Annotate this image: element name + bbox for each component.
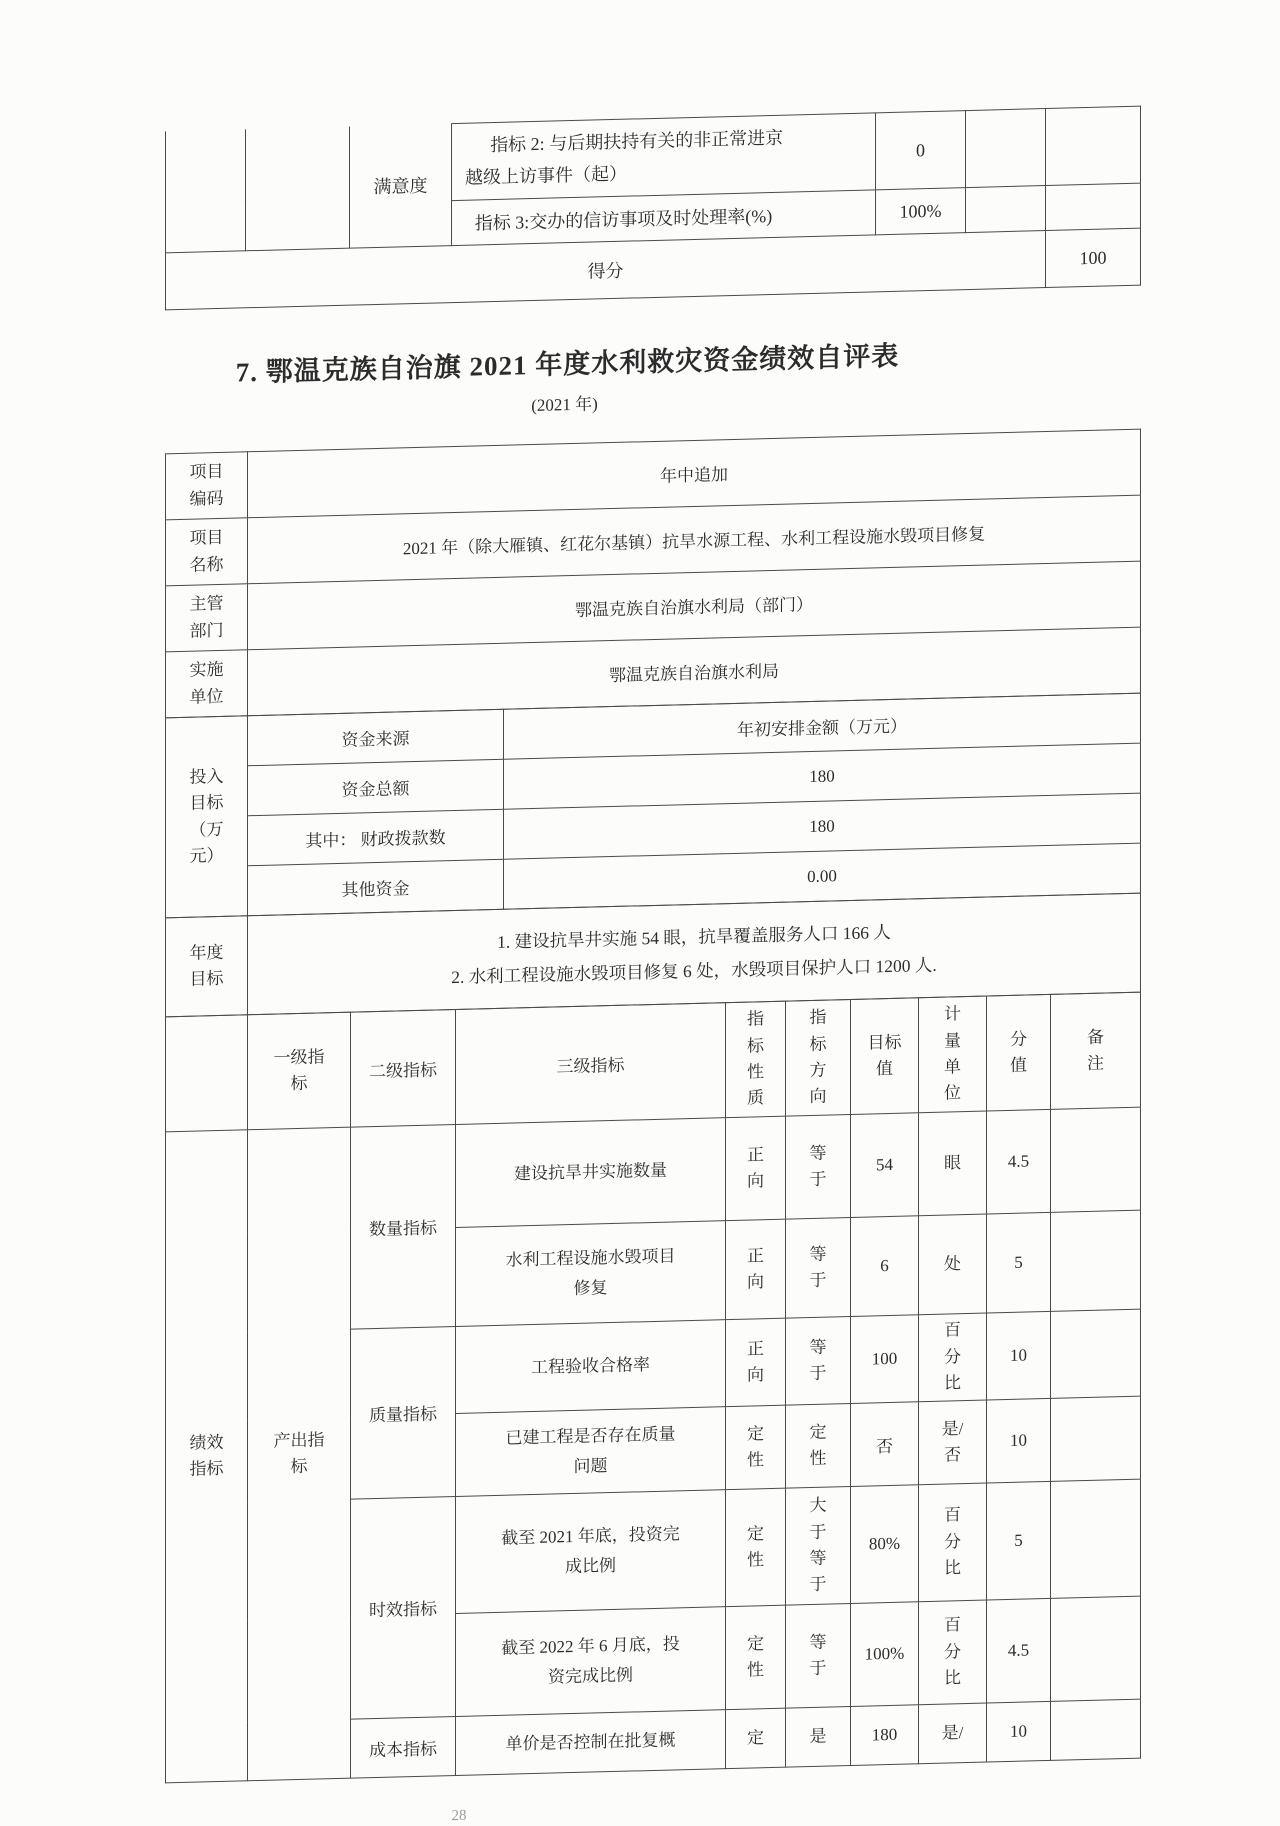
empty-cell (966, 109, 1046, 188)
fund-total-label: 资金总额 (248, 759, 504, 815)
indicator-target: 80% (851, 1485, 919, 1604)
indicator-target: 否 (851, 1402, 919, 1487)
header-unit: 计量单位 (919, 996, 987, 1113)
indicator-score: 5 (987, 1481, 1051, 1600)
indicator3-text: 指标 3:交办的信访事项及时处理率(%) (474, 205, 773, 234)
indicator-target: 100% (851, 1602, 919, 1707)
annual-goal-label: 年度目标 (166, 916, 248, 1017)
note-cell (1051, 1107, 1141, 1212)
note-cell (1051, 1596, 1141, 1701)
header-note: 备注 (1051, 992, 1141, 1109)
indicator-table (165, 992, 1141, 1784)
note-cell (1051, 1396, 1141, 1481)
project-name-value: 2021 年（除大雁镇、红花尔基镇）抗旱水源工程、水利工程设施水毁项目修复 (248, 495, 1141, 584)
indicator-nature: 正向 (726, 1116, 786, 1221)
other-funds-value: 0.00 (504, 843, 1141, 909)
note-cell (1051, 1699, 1141, 1760)
corner-cell (166, 1015, 248, 1132)
indicator-nature: 定性 (726, 1405, 786, 1490)
indicator-name: 已建工程是否存在质量问题 (456, 1407, 726, 1497)
other-funds-label: 其他资金 (248, 859, 504, 915)
fund-source-label: 资金来源 (248, 709, 504, 765)
group-quantity: 数量指标 (351, 1124, 456, 1329)
indicator-target: 6 (851, 1216, 919, 1317)
competent-dept-label: 主管部门 (166, 584, 248, 652)
note-cell (1051, 1210, 1141, 1311)
empty-cell (1046, 183, 1141, 230)
indicator-name: 工程验收合格率 (456, 1320, 726, 1414)
level1-cell: 绩效指标 (166, 1130, 248, 1783)
investment-target-label: 投入目标（万元） (166, 716, 248, 918)
level2-cell: 产出指标 (248, 1127, 351, 1781)
annual-goal-line1: 1. 建设抗旱井实施 54 眼，抗旱覆盖服务人口 166 人 (497, 921, 891, 952)
indicator-nature: 定性 (726, 1605, 786, 1710)
implementing-unit-value: 鄂温克族自治旗水利局 (248, 627, 1141, 716)
indicator3-value: 100% (876, 188, 966, 235)
indicator-score: 5 (987, 1212, 1051, 1313)
empty-cell (166, 129, 246, 253)
page-title: 7. 鄂温克族自治旗 2021 年度水利救灾资金绩效自评表 (235, 340, 900, 388)
header-level1: 一级指标 (248, 1012, 351, 1130)
indicator-name: 水利工程设施水毁项目修复 (456, 1221, 726, 1327)
group-timeliness: 时效指标 (351, 1496, 456, 1719)
score-label: 得分 (166, 231, 1046, 310)
indicator-nature: 定 (726, 1708, 786, 1769)
indicator-direction: 等于 (786, 1114, 851, 1219)
header-target: 目标值 (851, 998, 919, 1115)
header-level3: 三级指标 (456, 1003, 726, 1125)
page-number: 28 (451, 1807, 467, 1825)
empty-cell (246, 126, 350, 251)
indicator-name: 截至 2022 年 6 月底，投资完成比例 (456, 1607, 726, 1717)
fiscal-allocation-value: 180 (504, 793, 1141, 859)
indicator-nature: 正向 (726, 1318, 786, 1407)
indicator-direction: 大于等于 (786, 1486, 851, 1605)
previous-table-continuation (165, 106, 1141, 311)
fund-source-value: 年初安排金额（万元） (504, 693, 1141, 759)
header-score: 分值 (987, 994, 1051, 1111)
group-quality: 质量指标 (351, 1326, 456, 1499)
indicator-unit: 是/ (919, 1703, 987, 1764)
note-cell (1051, 1309, 1141, 1398)
indicator2-cell (452, 113, 876, 201)
note-cell (1051, 1479, 1141, 1598)
indicator-target: 54 (851, 1113, 919, 1218)
empty-cell (966, 186, 1046, 233)
header-level2: 二级指标 (351, 1009, 456, 1127)
indicator-unit: 是/否 (919, 1400, 987, 1485)
indicator-score: 10 (987, 1311, 1051, 1400)
indicator-score: 10 (987, 1398, 1051, 1483)
indicator2-value: 0 (876, 111, 966, 190)
empty-cell (1046, 106, 1141, 185)
page-subtitle: (2021 年) (531, 394, 598, 416)
indicator-unit: 百分比 (919, 1483, 987, 1602)
indicator-direction: 是 (786, 1706, 851, 1767)
score-value: 100 (1046, 228, 1141, 287)
indicator-score: 4.5 (987, 1598, 1051, 1703)
header-direction: 指标方向 (786, 999, 851, 1116)
project-name-label: 项目名称 (166, 518, 248, 586)
indicator-direction: 等于 (786, 1217, 851, 1318)
investment-table (165, 693, 1141, 919)
fiscal-allocation-label: 其中： 财政拨款数 (248, 809, 504, 865)
competent-dept-value: 鄂温克族自治旗水利局（部门） (248, 561, 1141, 650)
document-sheet (165, 106, 1140, 1826)
indicator-nature: 正向 (726, 1219, 786, 1320)
indicator-direction: 定性 (786, 1403, 851, 1488)
main-table (165, 429, 1140, 1784)
implementing-unit-label: 实施单位 (166, 650, 248, 718)
indicator-score: 10 (987, 1701, 1051, 1762)
indicator-unit: 百分比 (919, 1313, 987, 1402)
annual-goal-line2: 2. 水利工程设施水毁项目修复 6 处，水毁项目保护人口 1200 人. (451, 954, 937, 988)
project-code-value: 年中追加 (248, 429, 1141, 518)
indicator-unit: 百分比 (919, 1600, 987, 1705)
group-cost: 成本指标 (351, 1716, 456, 1778)
header-nature: 指标性质 (726, 1001, 786, 1118)
fund-total-value: 180 (504, 743, 1141, 809)
indicator-name: 单价是否控制在批复概 (456, 1710, 726, 1776)
indicator2-text: 指标 2: 与后期扶持有关的非正常进京越级上访事件（起） (465, 127, 784, 188)
indicator-nature: 定性 (726, 1488, 786, 1607)
indicator-name: 建设抗旱井实施数量 (456, 1118, 726, 1228)
indicator-target: 100 (851, 1315, 919, 1404)
indicator-direction: 等于 (786, 1316, 851, 1405)
project-code-label: 项目编码 (166, 452, 248, 520)
indicator-target: 180 (851, 1705, 919, 1766)
satisfaction-label: 满意度 (350, 124, 452, 249)
indicator-name: 截至 2021 年底，投资完成比例 (456, 1490, 726, 1614)
indicator-score: 4.5 (987, 1109, 1051, 1214)
project-info-table (165, 429, 1141, 719)
indicator-direction: 等于 (786, 1603, 851, 1708)
indicator-unit: 处 (919, 1214, 987, 1315)
indicator-unit: 眼 (919, 1111, 987, 1216)
